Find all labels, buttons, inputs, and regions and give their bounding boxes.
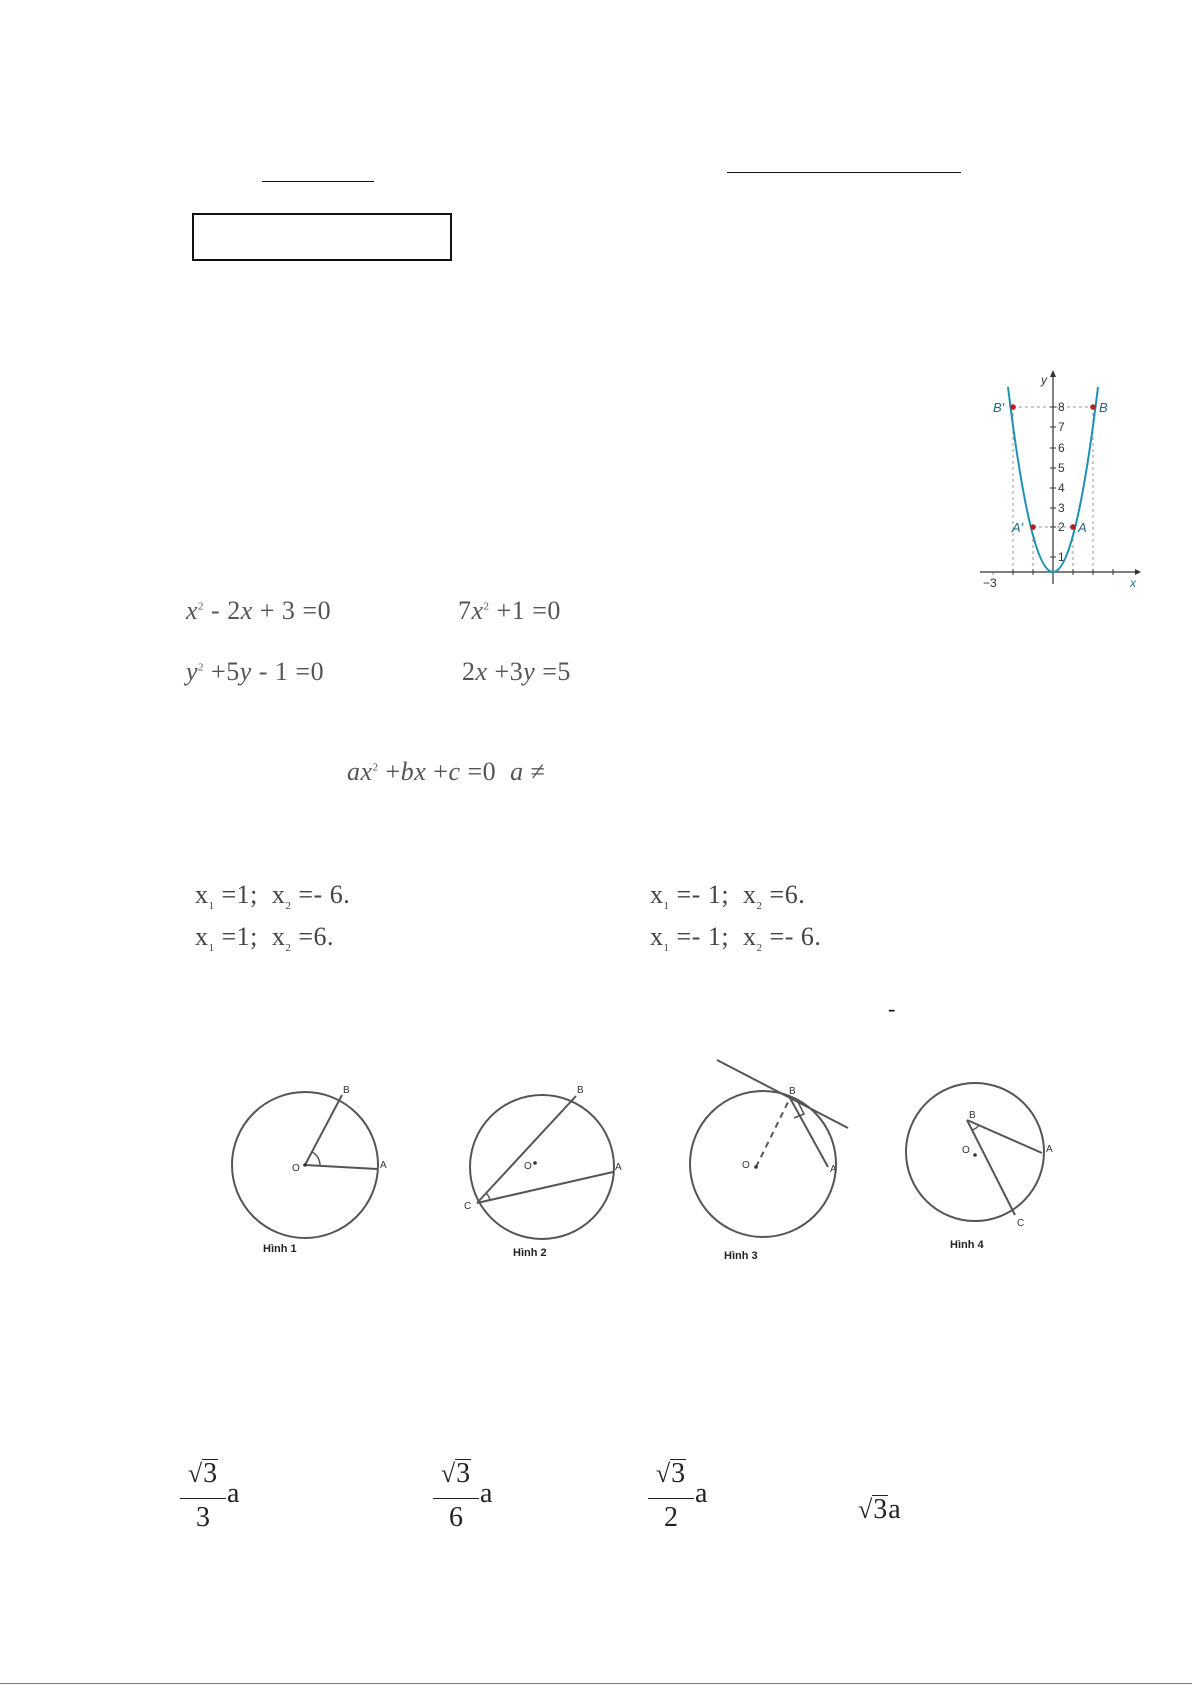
point-A: A bbox=[1078, 520, 1087, 535]
header-underline-right bbox=[727, 172, 961, 173]
roots-option-d: $x_1 =- 1$; $x_2 =- 6$. bbox=[650, 922, 822, 955]
point-B-prime: B' bbox=[993, 400, 1005, 415]
svg-text:B: B bbox=[343, 1085, 350, 1096]
page-bottom-rule bbox=[0, 1683, 1192, 1684]
svg-text:A: A bbox=[1046, 1144, 1053, 1155]
circle-figures bbox=[220, 1050, 1090, 1280]
svg-text:O: O bbox=[292, 1163, 300, 1174]
svg-text:A: A bbox=[615, 1162, 622, 1173]
y-tick-5: 5 bbox=[1058, 461, 1065, 475]
y-tick-7: 7 bbox=[1058, 420, 1065, 434]
y-tick-3: 3 bbox=[1058, 501, 1065, 515]
header-box bbox=[192, 213, 452, 261]
general-equation: $ax^2 +bx +c =0$ a ≠ bbox=[347, 757, 546, 786]
answer-d: √3a bbox=[858, 1494, 901, 1525]
svg-text:B: B bbox=[969, 1110, 976, 1121]
y-tick-6: 6 bbox=[1058, 441, 1065, 455]
parabola-graph bbox=[975, 362, 1145, 587]
svg-text:B: B bbox=[577, 1085, 584, 1096]
svg-text:O: O bbox=[524, 1161, 532, 1172]
y-tick-2: 2 bbox=[1058, 520, 1065, 534]
roots-option-b: $x_1 =- 1$; $x_2 =6$. bbox=[650, 880, 806, 913]
y-axis-label: y bbox=[1041, 373, 1047, 387]
svg-text:C: C bbox=[464, 1201, 472, 1212]
svg-text:C: C bbox=[1017, 1218, 1025, 1229]
equation-4: 2x +3y =5 bbox=[462, 657, 571, 686]
equation-1: $x^2 - 2x + 3 =0$ bbox=[186, 596, 332, 625]
svg-text:O: O bbox=[742, 1160, 750, 1171]
y-tick-4: 4 bbox=[1058, 481, 1065, 495]
svg-text:O: O bbox=[962, 1145, 970, 1156]
caption-hinh-4: Hình 4 bbox=[950, 1239, 984, 1251]
roots-option-c: $x_1 =1$; $x_2 =6$. bbox=[195, 922, 335, 955]
point-A-prime: A' bbox=[1012, 520, 1024, 535]
x-axis-label: x bbox=[1130, 576, 1136, 587]
y-tick-1: 1 bbox=[1058, 550, 1065, 564]
caption-hinh-2: Hình 2 bbox=[513, 1247, 547, 1259]
equation-3: $y^2 +5y - 1 =0$ bbox=[186, 657, 325, 686]
svg-text:A: A bbox=[380, 1160, 387, 1171]
dash-mark: - bbox=[888, 996, 896, 1021]
svg-text:A: A bbox=[830, 1164, 837, 1175]
caption-hinh-1: Hình 1 bbox=[263, 1243, 297, 1255]
point-B: B bbox=[1099, 400, 1108, 415]
roots-option-a: $x_1 =1$; $x_2 =- 6$. bbox=[195, 880, 351, 913]
x-tick-neg3: −3 bbox=[983, 576, 997, 587]
equation-2: $7x^2 +1 =0$ bbox=[458, 596, 561, 625]
y-tick-8: 8 bbox=[1058, 400, 1065, 414]
header-underline-left bbox=[262, 181, 374, 182]
caption-hinh-3: Hình 3 bbox=[724, 1250, 758, 1262]
svg-text:B: B bbox=[789, 1086, 796, 1097]
